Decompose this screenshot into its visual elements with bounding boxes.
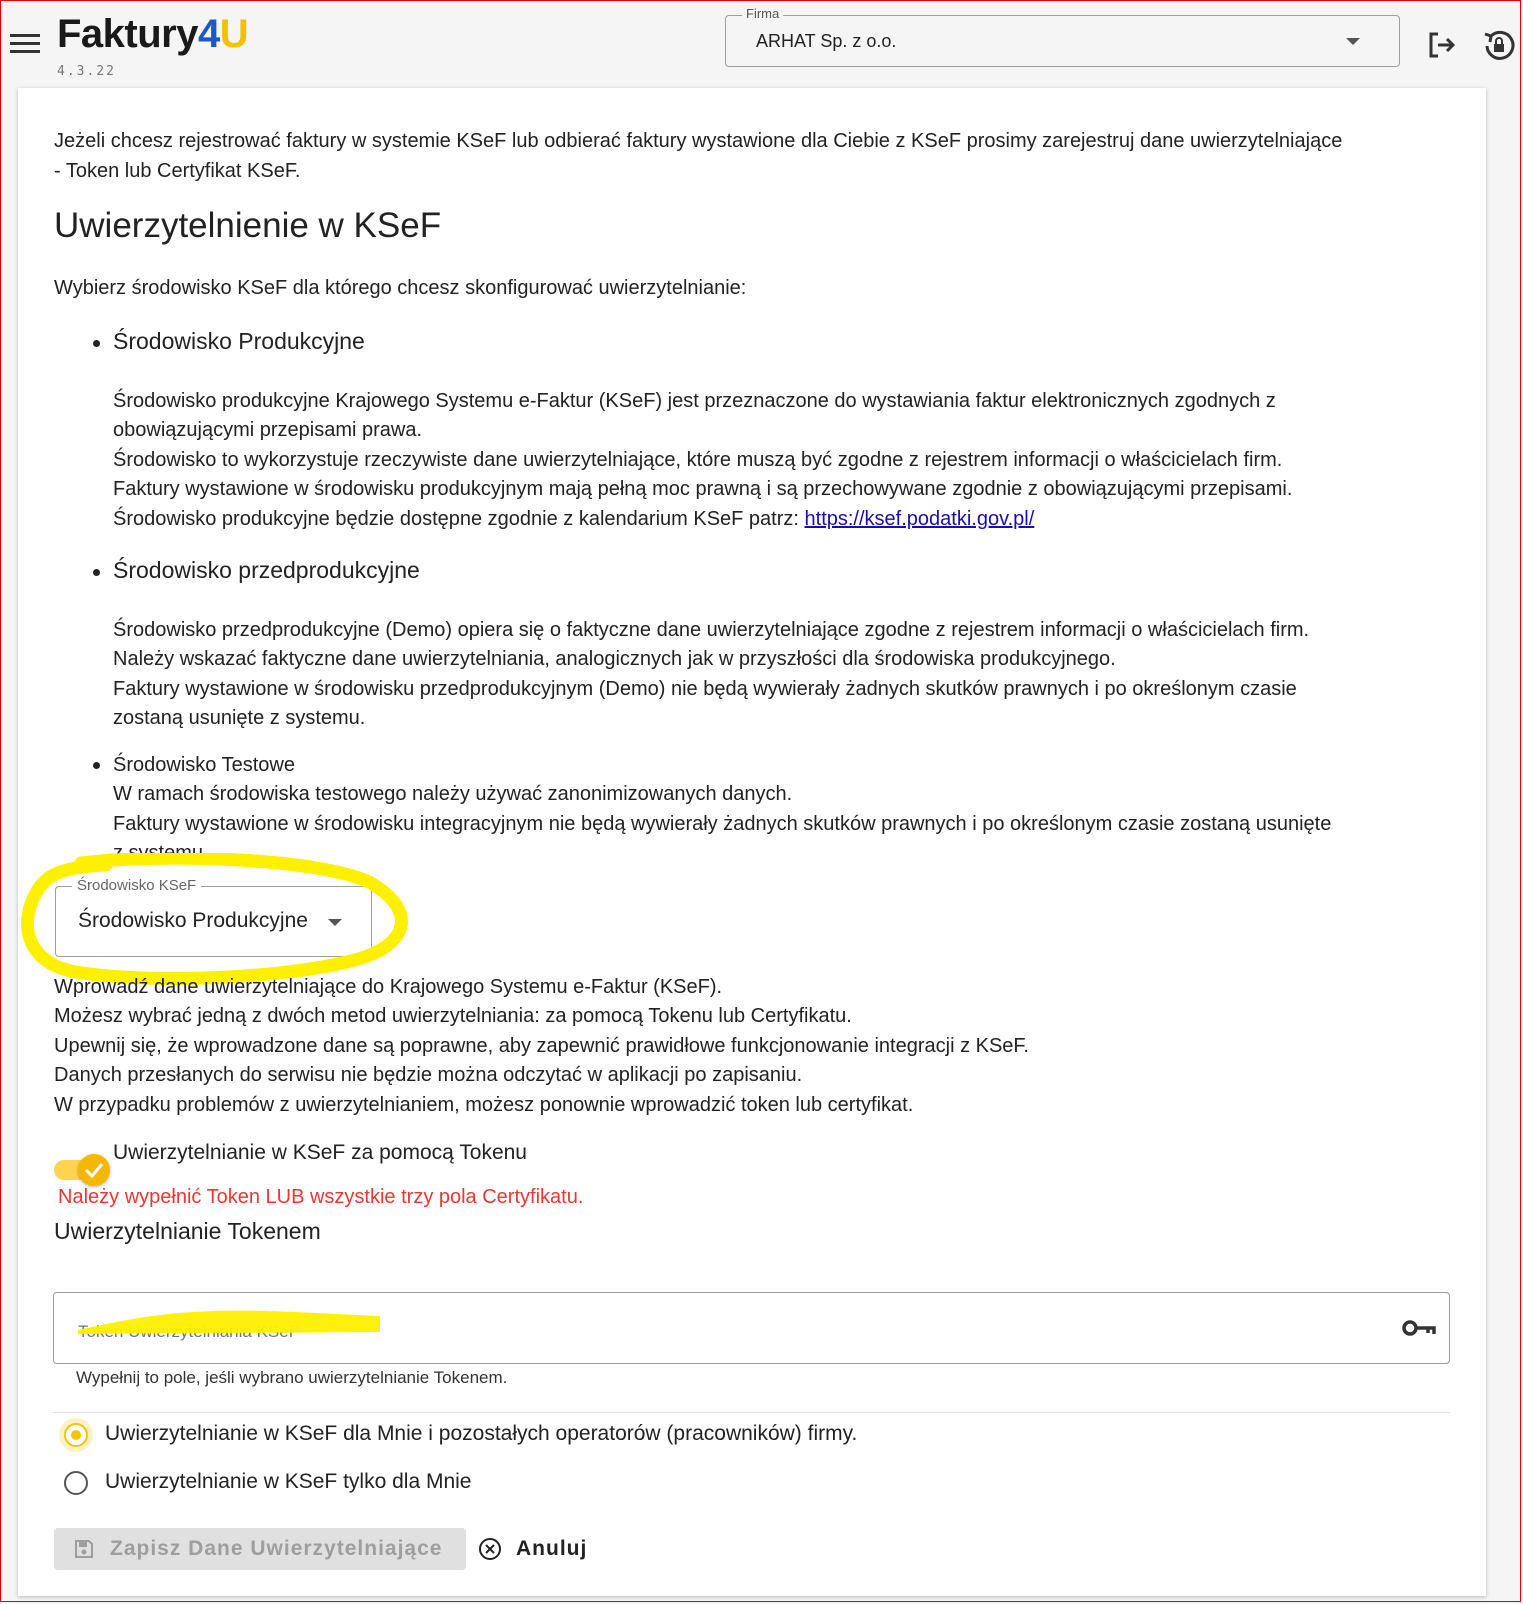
env-test-line: W ramach środowiska testowego należy używać zanonimizowanych danych. bbox=[113, 783, 793, 805]
radio-only-me-label[interactable]: Uwierzytelnianie w KSeF tylko dla Mnie bbox=[105, 1470, 472, 1493]
env-preprod-line: Należy wskazać faktyczne dane uwierzytelniania, analogicznych jak w przyszłości dla środowiska produkcyjnego. bbox=[113, 648, 1116, 670]
ksef-auth-card bbox=[18, 88, 1486, 1596]
dropdown-caret-icon bbox=[1346, 38, 1360, 45]
info-line: Danych przesłanych do serwisu nie będzie można odczytać w aplikacji po zapisaniu. bbox=[54, 1064, 803, 1086]
env-preprod-line: zostaną usunięte z systemu. bbox=[113, 707, 366, 729]
env-preprod-line: Faktury wystawione w środowisku przedprodukcyjnym (Demo) nie będą wywierały żadnych skutków prawnych i po określonym czasie bbox=[113, 678, 1297, 700]
ksef-environment-select[interactable] bbox=[55, 877, 372, 957]
menu-icon[interactable] bbox=[10, 34, 40, 58]
info-line: Wprowadź dane uwierzytelniające do Krajowego Systemu e-Faktur (KSeF). bbox=[54, 976, 723, 998]
ksef-environment-value: Środowisko Produkcyjne bbox=[78, 909, 308, 932]
save-button[interactable] bbox=[54, 1528, 466, 1570]
token-field[interactable] bbox=[53, 1292, 1450, 1364]
logout-icon[interactable] bbox=[1425, 28, 1459, 62]
env-production-line: obowiązującymi przepisami prawa. bbox=[113, 419, 423, 441]
cancel-button-label: Anuluj bbox=[516, 1537, 588, 1560]
token-auth-toggle[interactable] bbox=[54, 1154, 110, 1184]
logo-text: Faktury bbox=[57, 12, 198, 56]
token-section-title: Uwierzytelnianie Tokenem bbox=[54, 1218, 321, 1244]
company-select[interactable] bbox=[725, 6, 1400, 67]
env-production-line: Środowisko to wykorzystuje rzeczywiste dane uwierzytelniające, które muszą być zgodne z rejestrem informacji o właścicielach firm. bbox=[113, 449, 1283, 471]
bullet bbox=[93, 569, 100, 576]
intro-text: Jeżeli chcesz rejestrować faktury w systemie KSeF lub odbierać faktury wystawione dla Ciebie z KSeF prosimy zarejestruj dane uwierzytelniające - Token lub Certyfikat KSeF. bbox=[54, 130, 1343, 182]
env-production-title: Środowisko Produkcyjne bbox=[113, 328, 365, 354]
cancel-circle-icon bbox=[478, 1537, 502, 1561]
logo-u: U bbox=[219, 12, 249, 56]
key-icon[interactable] bbox=[1401, 1313, 1437, 1343]
company-select-label: Firma bbox=[742, 6, 783, 21]
info-line: Upewnij się, że wprowadzone dane są poprawne, aby zapewnić prawidłowe funkcjonowanie integracji z KSeF. bbox=[54, 1035, 1029, 1057]
ksef-link[interactable]: https://ksef.podatki.gov.pl/ bbox=[804, 508, 1035, 530]
token-auth-toggle-label[interactable]: Uwierzytelnianie w KSeF za pomocą Tokenu bbox=[113, 1141, 527, 1164]
app-bar bbox=[0, 0, 1523, 88]
bullet bbox=[93, 340, 100, 347]
app-logo bbox=[57, 12, 248, 57]
env-production-line: Środowisko produkcyjne Krajowego Systemu e-Faktur (KSeF) jest przeznaczone do wystawiania faktur elektronicznych zgodnych z bbox=[113, 390, 1276, 412]
token-helper-text: Wypełnij to pole, jeśli wybrano uwierzytelnianie Tokenem. bbox=[76, 1368, 508, 1387]
env-preprod-title: Środowisko przedprodukcyjne bbox=[113, 557, 420, 583]
env-preprod-line: Środowisko przedprodukcyjne (Demo) opiera się o faktyczne dane uwierzytelniające zgodne z rejestrem informacji o właścicielach firm. bbox=[113, 619, 1310, 641]
validation-error: Należy wypełnić Token LUB wszystkie trzy pola Certyfikatu. bbox=[58, 1186, 584, 1208]
env-production-calendar-line bbox=[113, 504, 1034, 534]
page-title: Uwierzytelnienie w KSeF bbox=[54, 206, 442, 245]
save-icon bbox=[74, 1539, 94, 1559]
radio-all-operators[interactable] bbox=[64, 1423, 88, 1447]
radio-only-me[interactable] bbox=[64, 1471, 88, 1495]
divider bbox=[53, 1412, 1450, 1413]
save-button-label: Zapisz Dane Uwierzytelniające bbox=[110, 1537, 443, 1560]
env-production-calendar-text: Środowisko produkcyjne będzie dostępne zgodnie z kalendarium KSeF patrz: bbox=[113, 508, 805, 530]
choose-env-text: Wybierz środowisko KSeF dla którego chcesz skonfigurować uwierzytelnianie: bbox=[54, 277, 747, 299]
toggle-thumb bbox=[78, 1154, 110, 1186]
env-test-line: Faktury wystawione w środowisku integracyjnym nie będą wywierały żadnych skutków prawnych i po określonym czasie zostaną usunięte bbox=[113, 813, 1332, 835]
ksef-environment-label: Środowisko KSeF bbox=[72, 877, 201, 894]
token-input[interactable] bbox=[76, 1321, 1280, 1343]
check-icon bbox=[84, 1161, 104, 1179]
dropdown-caret-icon bbox=[328, 919, 342, 926]
env-production-line: Faktury wystawione w środowisku produkcyjnym mają pełną moc prawną i są przechowywane zgodnie z obowiązującymi przepisami. bbox=[113, 478, 1293, 500]
restore-lock-icon[interactable] bbox=[1482, 28, 1516, 62]
env-test-line: z systemu. bbox=[113, 842, 209, 864]
logo-four: 4 bbox=[198, 12, 220, 56]
bullet bbox=[93, 762, 100, 769]
company-select-value: ARHAT Sp. z o.o. bbox=[756, 31, 897, 51]
env-test-title: Środowisko Testowe bbox=[113, 754, 295, 776]
info-line: Możesz wybrać jedną z dwóch metod uwierzytelniania: za pomocą Tokenu lub Certyfikatu. bbox=[54, 1005, 852, 1027]
info-line: W przypadku problemów z uwierzytelnianiem, możesz ponownie wprowadzić token lub certyfikat. bbox=[54, 1094, 914, 1116]
cancel-button[interactable] bbox=[478, 1528, 603, 1570]
radio-all-operators-label[interactable]: Uwierzytelnianie w KSeF dla Mnie i pozostałych operatorów (pracowników) firmy. bbox=[105, 1422, 858, 1445]
app-version: 4.3.22 bbox=[57, 64, 116, 79]
